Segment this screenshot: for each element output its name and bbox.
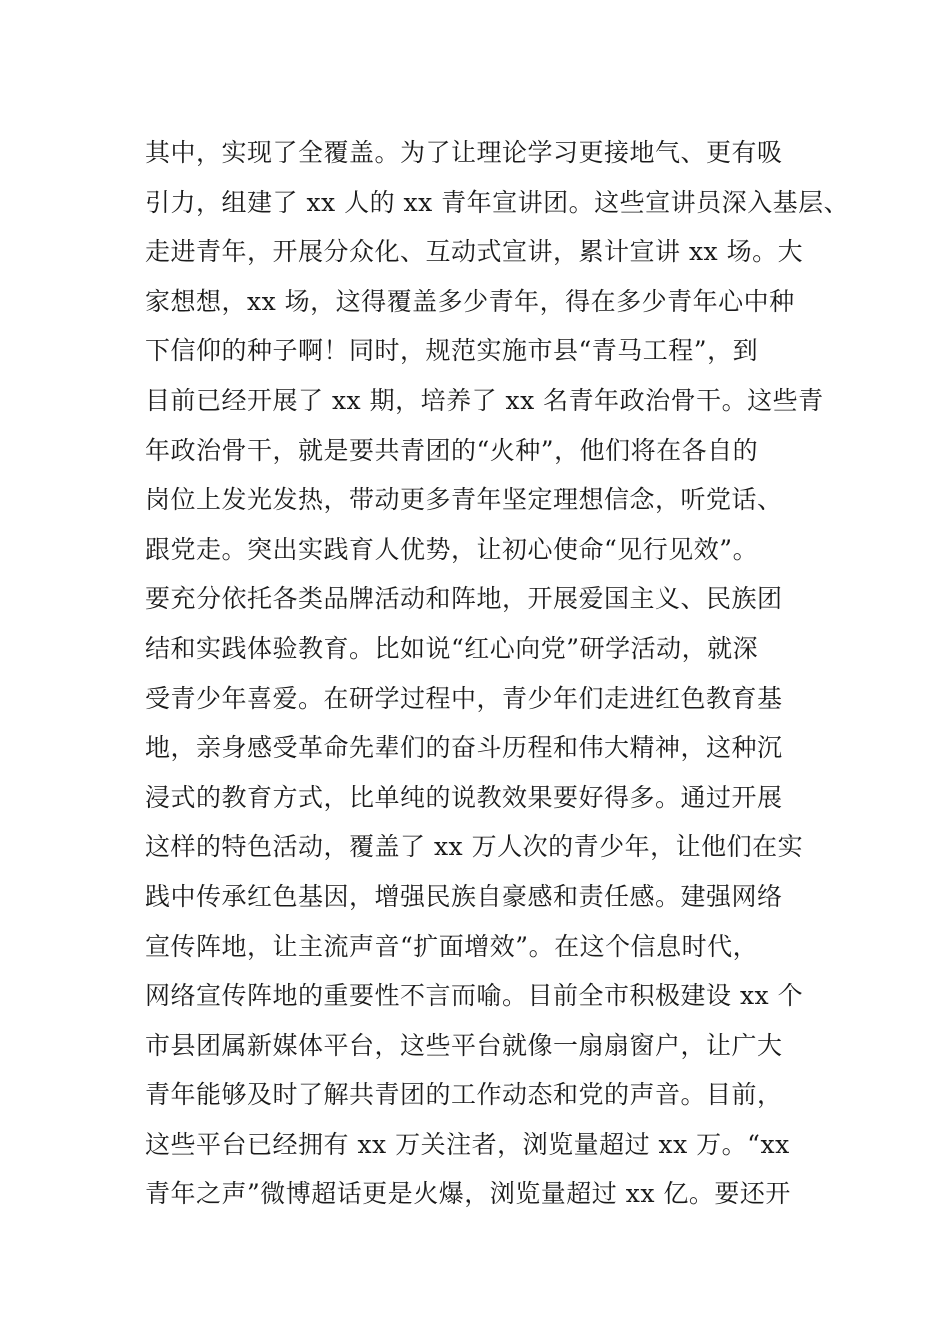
text-line: 这样的特色活动，覆盖了 xx 万人次的青少年，让他们在实	[145, 832, 804, 862]
text-line: 青年能够及时了解共青团的工作动态和党的声音。目前，	[145, 1080, 783, 1110]
text-line: 市县团属新媒体平台，这些平台就像一扇扇窗户，让广大	[145, 1030, 783, 1060]
text-line: 年政治骨干，就是要共青团的“火种”，他们将在各自的	[145, 435, 759, 465]
text-line: 受青少年喜爱。在研学过程中，青少年们走进红色教育基	[145, 683, 783, 713]
text-line: 结和实践体验教育。比如说“红心向党”研学活动，就深	[145, 633, 759, 663]
text-line: 网络宣传阵地的重要性不言而喻。目前全市积极建设 xx 个	[145, 981, 804, 1011]
text-line: 要充分依托各类品牌活动和阵地，开展爱国主义、民族团	[145, 584, 783, 614]
text-line: 引力，组建了 xx 人的 xx 青年宣讲团。这些宣讲员深入基层、	[145, 187, 850, 217]
text-line: 践中传承红色基因，增强民族自豪感和责任感。建强网络	[145, 881, 783, 911]
text-line: 地，亲身感受革命先辈们的奋斗历程和伟大精神，这种沉	[145, 733, 783, 763]
text-line: 跟党走。突出实践育人优势，让初心使命“见行见效”。	[145, 534, 759, 564]
text-line: 走进青年，开展分众化、互动式宣讲，累计宣讲 xx 场。大	[145, 237, 804, 267]
text-line: 其中，实现了全覆盖。为了让理论学习更接地气、更有吸	[145, 138, 783, 167]
body-text	[145, 128, 850, 1219]
text-line: 这些平台已经拥有 xx 万关注者，浏览量超过 xx 万。“xx	[145, 1129, 790, 1159]
text-line: 家想想，xx 场，这得覆盖多少青年，得在多少青年心中种	[145, 286, 795, 316]
text-line: 浸式的教育方式，比单纯的说教效果要好得多。通过开展	[145, 782, 783, 812]
text-line: 目前已经开展了 xx 期，培养了 xx 名青年政治骨干。这些青	[145, 385, 824, 415]
text-line: 岗位上发光发热，带动更多青年坚定理想信念，听党话、	[145, 485, 783, 515]
text-line: 青年之声”微博超话更是火爆，浏览量超过 xx 亿。要还开	[145, 1179, 791, 1209]
text-line: 宣传阵地，让主流声音“扩面增效”。在这个信息时代，	[145, 931, 759, 961]
text-line: 下信仰的种子啊！同时，规范实施市县“青马工程”，到	[145, 336, 759, 366]
